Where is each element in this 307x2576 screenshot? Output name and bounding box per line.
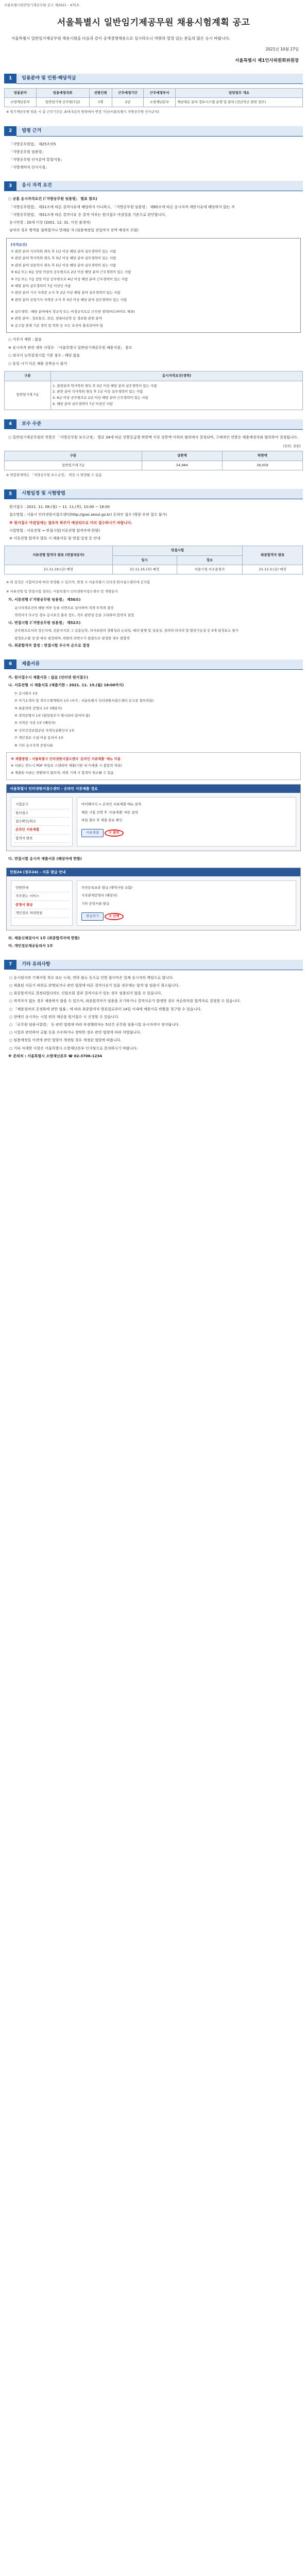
career-requirement-table <box>4 371 303 410</box>
schedule-note: ※ 서류전형 및 면접시험 결과는 서울특별시 인터넷원서접수센터 및 개별통지 <box>6 589 118 594</box>
section-number: 5 <box>4 489 16 499</box>
table-header: 임용분야 <box>5 88 37 97</box>
notice-list <box>4 974 303 1053</box>
section-number: 2 <box>4 126 16 136</box>
list-item: 「지방공무원 임용령」 <box>9 149 46 154</box>
list-item: ○ 「공무원 임용시험령」 등 관련 법령에 따라 부정행위자는 5년간 공무원 임용시험 응시자격이 정지됩니다. <box>9 1022 180 1027</box>
eval-title: 나. 면접시험 (「지방공무원 임용령」 제52조) <box>8 620 81 625</box>
table-subheader: 일시 <box>112 555 177 565</box>
section-number: 1 <box>4 74 16 83</box>
list-item: 「지방계약직 인사지침」 <box>9 165 49 170</box>
table-cell: 재난대응 분야 정보시스템 운영 및 관리 (전산직군 관련 업무) <box>175 98 302 107</box>
box-note: ※ 공고일 현재 기준 경력 및 학위 등 모든 요건이 충족되어야 함 <box>11 323 103 328</box>
sidebar-item[interactable]: 접수확인/취소 <box>14 818 69 826</box>
table-header: 면접시험 <box>112 546 243 555</box>
list-item: ○ 「채용절차의 공정화에 관한 법률」에 따라 최종합격자 발표일로부터 14일 이내에 채용서류 반환을 청구할 수 있습니다. <box>9 1007 202 1011</box>
list-item: 공무원으로서의 정신자세, 전문지식과 그 응용능력, 의사표현의 정확성과 논리성, 예의·품행 및 성실성, 창의력·의지력 및 발전가능성 등 5개 평정요소 평가 <box>14 629 238 633</box>
screenshot-titlebar: 서울특별시 인터넷원서접수센터 - 온라인 서류제출 경로 <box>7 785 300 793</box>
list-item: 응시연령 : 20세 이상 (2001. 12. 31. 이전 출생자) <box>9 221 91 225</box>
list-item: ○ 최종합격자로 결정되었더라도 신원조회 결과 결격사유가 있는 경우 임용되지 않을 수 있습니다. <box>9 991 162 996</box>
table-cell: 일반임기제 공무원(7급) <box>36 98 89 107</box>
table-header: 선발인원 <box>89 88 112 97</box>
eval-list <box>4 604 303 619</box>
table-header: 근무예정부서 <box>144 88 176 97</box>
box-line: ※ 서류는 반드시 PDF 파일로 스캔하여 제출(기한 내 미제출 시 불합격 처리) <box>11 764 122 768</box>
list-item: ⑧ 기타 응시자격 증빙서류 <box>14 743 53 748</box>
screenshot-main <box>77 797 296 846</box>
screenshot-submission-guide <box>6 784 301 851</box>
section-lead: ○ 공통 응시자격요건 (「지방공무원 임용령」 별표 참조) <box>8 197 97 201</box>
table-row <box>5 461 303 470</box>
eligibility-list <box>4 204 303 235</box>
table-row <box>5 98 303 107</box>
box-line: ⑤ 7급 또는 7급 상당 이상 공무원으로 4년 이상 해당 분야 근무경력이 있는 사람 <box>11 277 128 281</box>
issue-button[interactable]: 발급하기 <box>81 912 104 920</box>
section-title: 기타 유의사항 <box>16 960 303 970</box>
table-cell: 21.12.3.(금) 예정 <box>243 565 303 574</box>
table-cell: 1명 <box>89 98 112 107</box>
box-line: ※ 제출방법 : 서울특별시 인터넷원서접수센터 '온라인 서류제출' 메뉴 이용 <box>11 756 121 761</box>
box-title: [자격요건] <box>11 242 27 247</box>
table-header: 상한액 <box>142 451 222 461</box>
list-item: 적격자가 다수인 경우 응시요건 충족 정도, 직무 관련성 등을 고려하여 합격자 결정 <box>14 613 134 618</box>
table-header: 서류전형 합격자 발표 (면접대상자) <box>5 546 113 565</box>
screenshot-titlebar: 민원24 (정부24) - 서류 발급 안내 <box>7 868 300 876</box>
section-title: 법령 근거 <box>16 126 303 137</box>
sidebar-item[interactable]: 민원안내 <box>14 884 69 892</box>
announcement-date: 2021년 10월 27일 <box>265 47 299 52</box>
list-item: ○ 장애인 응시자는 시험 편의 제공을 원서접수 시 신청할 수 있습니다. <box>9 1014 120 1019</box>
table-row <box>5 381 303 410</box>
extra-doc: 라. 채용신체검사서 1부 (최종합격자에 한함) <box>8 936 80 940</box>
section-7-header <box>4 960 303 970</box>
section-number: 4 <box>4 419 16 429</box>
table-header: 근무예정기간 <box>112 88 144 97</box>
position-table <box>4 88 303 108</box>
interview-docs-title: 다. 면접시험 응시자 제출서류 (해당자에 한함) <box>8 857 82 861</box>
table-header: 담당업무 개요 <box>175 88 302 97</box>
law-list <box>4 141 303 172</box>
submit-docs-button[interactable]: 서류제출 <box>81 829 104 837</box>
list-item: 접수방법 : 서울시 인터넷원서접수센터(http://gosi.seoul.go.kr) 온라인 접수 (방문·우편 접수 불가) <box>9 513 167 517</box>
salary-note: ※ 연봉한계액은 「지방공무원 보수규정」 개정 시 변경될 수 있음 <box>6 473 102 478</box>
box-note: ※ 관련 분야 : 정보통신, 전산, 컴퓨터공학 등 정보화 관련 분야 <box>11 316 102 321</box>
schedule-table <box>4 546 303 574</box>
list-item: 남자의 경우 병역을 필하였거나 면제된 자 (임용예정일 전일까지 전역 예정자 포함) <box>9 228 139 233</box>
list-item: ⑦ 개인정보 수집·이용 동의서 1부 <box>14 736 64 740</box>
section-6-header <box>4 659 303 670</box>
section-3-header <box>4 181 303 191</box>
table-cell: 54,984 <box>142 461 222 470</box>
guide-step: 기타 증빙서류 발급 <box>81 901 110 906</box>
section-title: 응시 자격 요건 <box>16 181 303 191</box>
list-item: 응시자격요건의 해당 여부 등을 서면으로 심사하여 적격·부적격 결정 <box>14 606 114 611</box>
final-decision: 다. 최종합격자 결정 : 면접시험 우수자 순으로 결정 <box>8 643 90 648</box>
list-item: 「지방공무원법」 제25조의5 <box>9 142 56 146</box>
section-number: 6 <box>4 659 16 669</box>
callout-marker: ② 선택 <box>105 913 123 920</box>
section-5-header <box>4 489 303 499</box>
table-cell: 소방재난본부 <box>144 98 176 107</box>
section-title: 보수 수준 <box>16 419 303 430</box>
table-cell: 21.11.19.(금) 예정 <box>5 565 113 574</box>
screenshot-sidebar <box>11 797 73 846</box>
eval-list <box>4 627 303 642</box>
table-cell: 소방재난본부 <box>5 98 37 107</box>
sidebar-item[interactable]: 시험공고 <box>14 801 69 809</box>
table-cell: 일반임기제 7급 <box>5 461 142 470</box>
submission-box <box>6 752 301 780</box>
table-note: ※ 임기제공무원 임용 시 총 근무기간은 최대 5년의 범위에서 연장 가능(서울특별시 지방공무원 인사규칙) <box>6 110 159 114</box>
page-title: 서울특별시 일반임기제공무원 채용시험계획 공고 <box>57 18 250 28</box>
list-item: 「지방공무원법」 제31조에 따른 결격사유 등 결격 여부는 원서접수 마감일을 기준으로 판단합니다. <box>9 213 166 217</box>
table-header: 임용예정직위 <box>36 88 89 97</box>
sidebar-item[interactable]: 원서접수 <box>14 809 69 818</box>
list-item: ○ 기타 자세한 사항은 서울특별시 소방재난본부 인사팀으로 문의하시기 바랍니다. <box>9 1046 138 1050</box>
intro-text: 서울특별시 일반임기제공무원 채용시험을 다음과 같이 공개경쟁채용으로 실시하오니 역량과 열정 있는 분들의 많은 응시 바랍니다. <box>11 36 230 41</box>
box-line: ※ 제출된 서류는 반환하지 않으며, 허위 기재 시 합격이 취소될 수 있음 <box>11 770 114 775</box>
section-title: 제출서류 <box>16 659 303 670</box>
list-item: ○ 적격자가 없는 경우 채용하지 않을 수 있으며, 최종합격자가 임용을 포기하거나 결격사유가 발생한 경우 차순위자를 합격자로 결정할 수 있습니다. <box>9 999 241 1004</box>
box-line: ① 관련 분야 석사학위 취득 후 1년 이상 해당 분야 실무경력이 있는 사람 <box>11 249 116 254</box>
doc-header-label: 서울특별시일반임기제공무원 공고 제2021 - 475호 <box>4 3 80 7</box>
callout-marker: ① 클릭 <box>105 829 123 836</box>
eval-title: 가. 서류전형 (「지방공무원 임용령」 제50조) <box>8 598 81 602</box>
residence-limit: ○ 거주지 제한 : 없음 <box>8 337 42 342</box>
list-item: ① 응시원서 1부 <box>14 691 38 696</box>
list-item: ⑤ 자격증 사본 1부 (해당자) <box>14 721 56 725</box>
table-cell: 서울시청 서소문청사 <box>177 565 243 574</box>
table-header: 하한액 <box>222 451 302 461</box>
table-header: 최종합격자 발표 <box>243 546 303 565</box>
salary-table <box>4 451 303 470</box>
publisher: 서울특별시 제1인사위원회위원장 <box>235 58 299 64</box>
list-item: ④ 경력증명서 1부 (담당업무가 명시되어 있어야 함) <box>14 713 90 718</box>
list-item: ○ 임용예정일 이전에 관련 법령이 개정될 경우 개정된 법령에 따릅니다. <box>9 1038 122 1043</box>
sidebar-item[interactable]: 개인정보 처리방침 <box>14 909 69 918</box>
list-item: 「지방공무원 인사분야 통합지침」 <box>9 157 64 162</box>
eligibility-hint: ※ 응시자격 관련 세부 사항은 「서울특별시 일반임기제공무원 채용지침」 참조 <box>8 345 132 350</box>
section-1-header <box>4 74 303 84</box>
box-line: ⑧ 관련 분야 산업기사 자격증 소지 후 3년 이상 해당 분야 실무경력이 있는 사람 <box>11 297 127 302</box>
screenshot-main <box>77 880 296 926</box>
table-row <box>5 565 303 574</box>
sidebar-item-online-submit[interactable]: 온라인 서류제출 <box>14 826 69 834</box>
sidebar-item[interactable]: 자주찾는 서비스 <box>14 892 69 901</box>
box-line: ⑦ 관련 분야 기사 자격증 소지 후 2년 이상 해당 분야 실무경력이 있는 사람 <box>11 291 121 295</box>
box-line: ⑥ 해당 분야 실무경력이 7년 이상인 사람 <box>11 283 71 288</box>
salary-text: ○ 일반임기제공무원의 연봉은 「지방공무원 보수규정」 별표 34에 따른 연봉등급별 하한액 이상 상한액 이하의 범위에서 결정되며, 구체적인 연봉은 채용예정자와 협의하여 결정됩니다. <box>8 435 298 439</box>
section-2-header <box>4 126 303 137</box>
list-item: ③ 최종학력 증명서 1부 (해당자) <box>14 706 62 710</box>
section-number: 3 <box>4 181 16 191</box>
list-item: ② 자기소개서 및 직무수행계획서 1부 (서식 : 서울특별시 인터넷원서접수센터 공고문 첨부파일) <box>14 699 154 703</box>
table-cell: 1. 관련분야 학사학위 취득 후 3년 이상 해당 분야 실무경력이 있는 사람 2. 관련 분야 석사학위 취득 후 1년 이상 실무경력이 있는 사람 3. 6급 이상 공무원으로 2년 이상 해당 분야 근무경력이 있는 사람 4. 해당 분야 실무경력이 7년 이상인 사람 <box>51 381 303 410</box>
section-number: 7 <box>4 960 16 970</box>
list-item: ※ 서류전형 합격자 발표 시 제출서류 및 면접 일정 등 안내 <box>9 536 100 540</box>
screenshot-sidebar <box>11 880 73 926</box>
section-4-header <box>4 419 303 430</box>
box-line: ④ 6급 또는 6급 상당 이상의 공무원으로 2년 이상 해당 분야 근무경력이 있는 사람 <box>11 270 131 275</box>
box-note: ※ 실무경력 : 해당 분야에서 정규직 또는 비정규직으로 근무한 경력(아르바이트 제외) <box>11 310 135 314</box>
table-subheader: 장소 <box>177 555 243 565</box>
submission-sub: 나. 서류전형 시 제출서류 (제출기한 : 2021. 11. 15.(월) 18:00까지) <box>8 683 124 688</box>
list-item: ○ 시험과 관련하여 금품 등을 수수하거나 청탁한 경우 관련 법령에 따라 처벌됩니다. <box>9 1030 141 1035</box>
sidebar-item[interactable]: 합격자 발표 <box>14 835 69 843</box>
schedule-list <box>4 503 303 543</box>
list-item: 「지방공무원법」 제31조에 따른 결격사유에 해당하지 아니하고, 「지방공무원 임용령」 제65조에 따른 응시자격 제한사유에 해당하지 않는 자 <box>9 205 235 209</box>
guide-step: 주민등록초본 발급 (병역사항 포함) <box>81 886 133 890</box>
box-line: ③ 관련 분야 전문학사 취득 후 5년 이상 해당 분야 실무경력이 있는 사람 <box>11 263 116 267</box>
language-requirement: ○ 외국어 능력검정시험 기준 점수 : 해당 없음 <box>8 353 80 358</box>
submission-lead: 가. 원서접수시 제출서류 : 없음 (인터넷 원서접수) <box>8 675 88 680</box>
section-title: 임용분야 및 인원·해당직급 <box>16 74 303 84</box>
guide-step: 파일 첨부 후 제출 완료 확인 <box>81 818 123 823</box>
table-header: 응시자격요건(경력) <box>51 371 303 381</box>
table-cell: 39,059 <box>222 461 302 470</box>
table-cell: 일반임기제 7급 <box>5 381 51 410</box>
contact-info: ※ 문의처 : 서울특별시 소방재난본부 ☎ 02-3706-1234 <box>8 1054 103 1058</box>
box-line: ② 관련 분야 학사학위 취득 후 3년 이상 해당 분야 실무경력이 있는 사람 <box>11 256 116 261</box>
sidebar-item-certificate[interactable]: 증명서 발급 <box>14 901 69 909</box>
table-cell: 21.11.25.(목) 예정 <box>112 565 177 574</box>
table-cell: 2년 <box>112 98 144 107</box>
guide-step: 마이페이지 > 온라인 서류제출 메뉴 클릭 <box>81 802 142 807</box>
list-item: 시험방법 : 서류전형 → 면접시험(서류전형 합격자에 한함) <box>9 528 100 533</box>
guide-step: 가족관계증명서 (해당자) <box>81 893 117 898</box>
extra-doc: 마. 개인정보제공동의서 1부 <box>8 944 53 948</box>
list-item: 평정요소별 상·중·하로 평정하며, 위원의 과반수가 불량으로 평정한 경우 불합격 <box>14 636 130 640</box>
list-item: ⑥ 국민건강보험공단 자격득실확인서 1부 <box>14 728 75 733</box>
unit-label: (단위: 천원) <box>283 444 301 449</box>
list-item: ○ 응시원서의 기재사항 착오 또는 누락, 연락 불능 등으로 인한 불이익은 일체 응시자의 책임으로 합니다. <box>9 975 174 980</box>
screenshot-minwon-guide <box>6 868 301 930</box>
list-item: ※ 원서접수 마감일에는 접속자 폭주가 예상되므로 미리 접수하시기 바랍니다. <box>9 520 132 525</box>
schedule-note: ※ 위 일정은 시험여건에 따라 변경될 수 있으며, 변경 시 서울특별시 인터넷 원서접수센터에 공지함 <box>6 580 150 585</box>
list-item: ○ 제출된 서류가 허위로 판명되거나 관련 법령에 따른 결격사유가 있을 경우에는 합격 및 임용이 취소됩니다. <box>9 984 180 988</box>
guide-step: 해당 시험 선택 후 '서류제출' 버튼 클릭 <box>81 810 139 815</box>
duplicate-apply-note: ○ 동일 시기 다른 채용 중복응시 불가 <box>8 361 67 366</box>
document-list <box>4 690 303 749</box>
section-title: 시험일정 및 시험방법 <box>16 489 303 499</box>
list-item: 원서접수 : 2021. 11. 08.(월) ~ 11. 11.(목), 10:00 ~ 18:00 <box>9 505 110 510</box>
table-header: 구분 <box>5 451 142 461</box>
qualification-box <box>6 238 301 333</box>
table-header: 구분 <box>5 371 51 381</box>
